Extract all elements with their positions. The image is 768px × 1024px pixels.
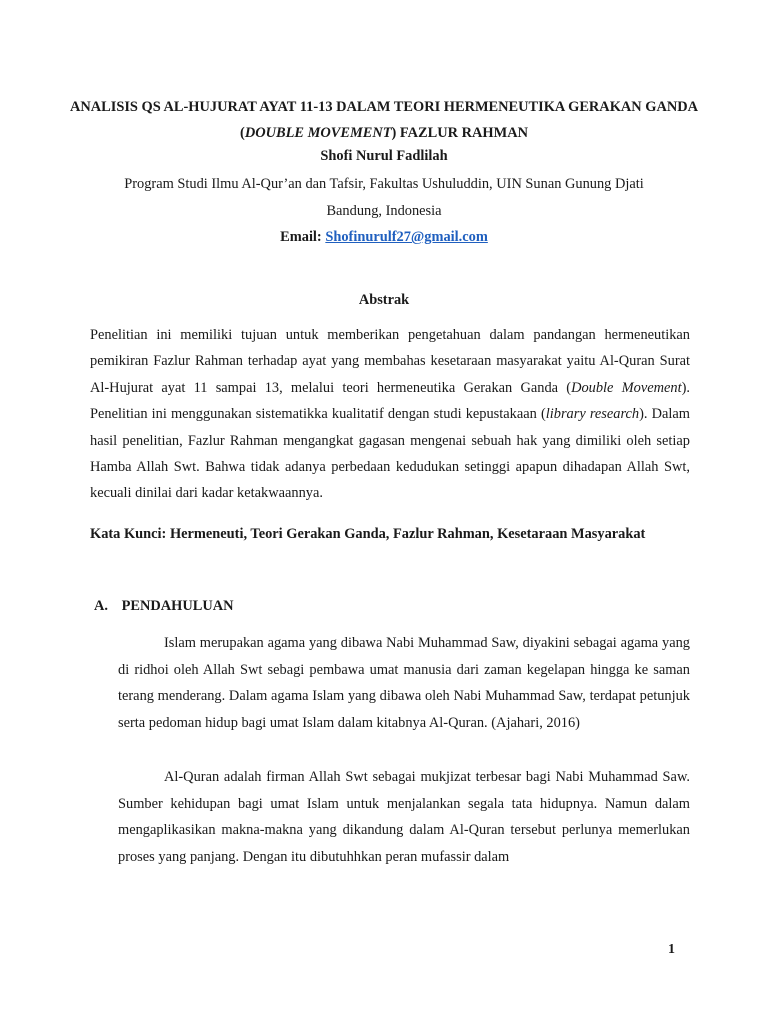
- page-number: 1: [668, 942, 675, 957]
- section-heading: [94, 595, 654, 617]
- title-text: ANALISIS QS AL-HUJURAT AYAT 11-13 DALAM TEORI HERMENEUTIKA GERAKAN GANDA (: [69, 99, 699, 141]
- section-number: A.: [94, 598, 108, 614]
- email-label: Email:: [280, 229, 322, 245]
- abstract-italic-1: Double Movement: [571, 379, 682, 396]
- intro-paragraph-1-text: Islam merupakan agama yang dibawa Nabi Muhammad Saw, diyakini sebagai agama yang di ridhoi oleh Allah Swt sebagi pembawa umat manusia dari zaman kegelapan hingga ke saman terang menderang. Dalam agama Islam yang dibawa oleh Nabi Muhammad Saw, terdapat petunjuk serta pedoman hidup bagi umat Islam dalam kitabnya Al-Quran. (Ajahari, 2016): [118, 635, 690, 731]
- abstract-italic-2: library research: [545, 406, 640, 423]
- abstract-heading: Abstrak: [358, 292, 410, 308]
- abstract-paragraph: [90, 322, 690, 507]
- abstract-text-2: ). Penelitian ini menggunakan sistematikka kualitatif dengan studi kepustakaan (: [90, 379, 690, 423]
- keywords: Kata Kunci: Hermeneuti, Teori Gerakan Ganda, Fazlur Rahman, Kesetaraan Masyarakat: [90, 526, 646, 542]
- email-line: [60, 226, 708, 248]
- intro-paragraph-1: [118, 630, 690, 736]
- abstract-body: [90, 322, 690, 507]
- email-link[interactable]: Shofinurulf27@gmail.com: [325, 229, 488, 245]
- abstract-text-1: Penelitian ini memiliki tujuan untuk memberikan pengetahuan dalam pandangan hermeneutikan pemikiran Fazlur Rahman terhadap ayat yang membahas kesetaraan masyarakat yaitu Al-Quran Surat Al-Hujurat ayat 11 sampai 13, melalui teori hermeneutika Gerakan Ganda (: [90, 327, 690, 396]
- author-affiliation: Program Studi Ilmu Al-Qur’an dan Tafsir, Fakultas Ushuluddin, UIN Sunan Gunung Djati Bandung, Indonesia: [124, 176, 644, 219]
- title-end: ) FAZLUR RAHMAN: [391, 125, 528, 141]
- section-title: PENDAHULUAN: [121, 598, 234, 614]
- paper-title: [60, 94, 708, 146]
- intro-paragraph-2-text: Al-Quran adalah firman Allah Swt sebagai mukjizat terbesar bagi Nabi Muhammad Saw. Sumber kehidupan bagi umat Islam untuk menjalankan segala tata hidupnya. Namun dalam mengaplikasikan makna-makna yang dikandung dalam Al-Quran tersebut perlunya memerlukan proses yang panjang. Dengan itu dibutuhhkan peran mufassir dalam: [118, 769, 690, 865]
- intro-paragraph-2: [118, 764, 690, 870]
- title-italic: DOUBLE MOVEMENT: [244, 125, 392, 141]
- author-name: Shofi Nurul Fadlilah: [320, 148, 448, 164]
- abstract-text-3: ). Dalam hasil penelitian, Fazlur Rahman mengangkat gagasan mengenai sebuah hak yang dimiliki oleh setiap Hamba Allah Swt. Bahwa tidak adanya perbedaan kedudukan setinggi apapun dihadapan Allah Swt, kecuali dinilai dari kadar ketakwaannya.: [90, 406, 691, 502]
